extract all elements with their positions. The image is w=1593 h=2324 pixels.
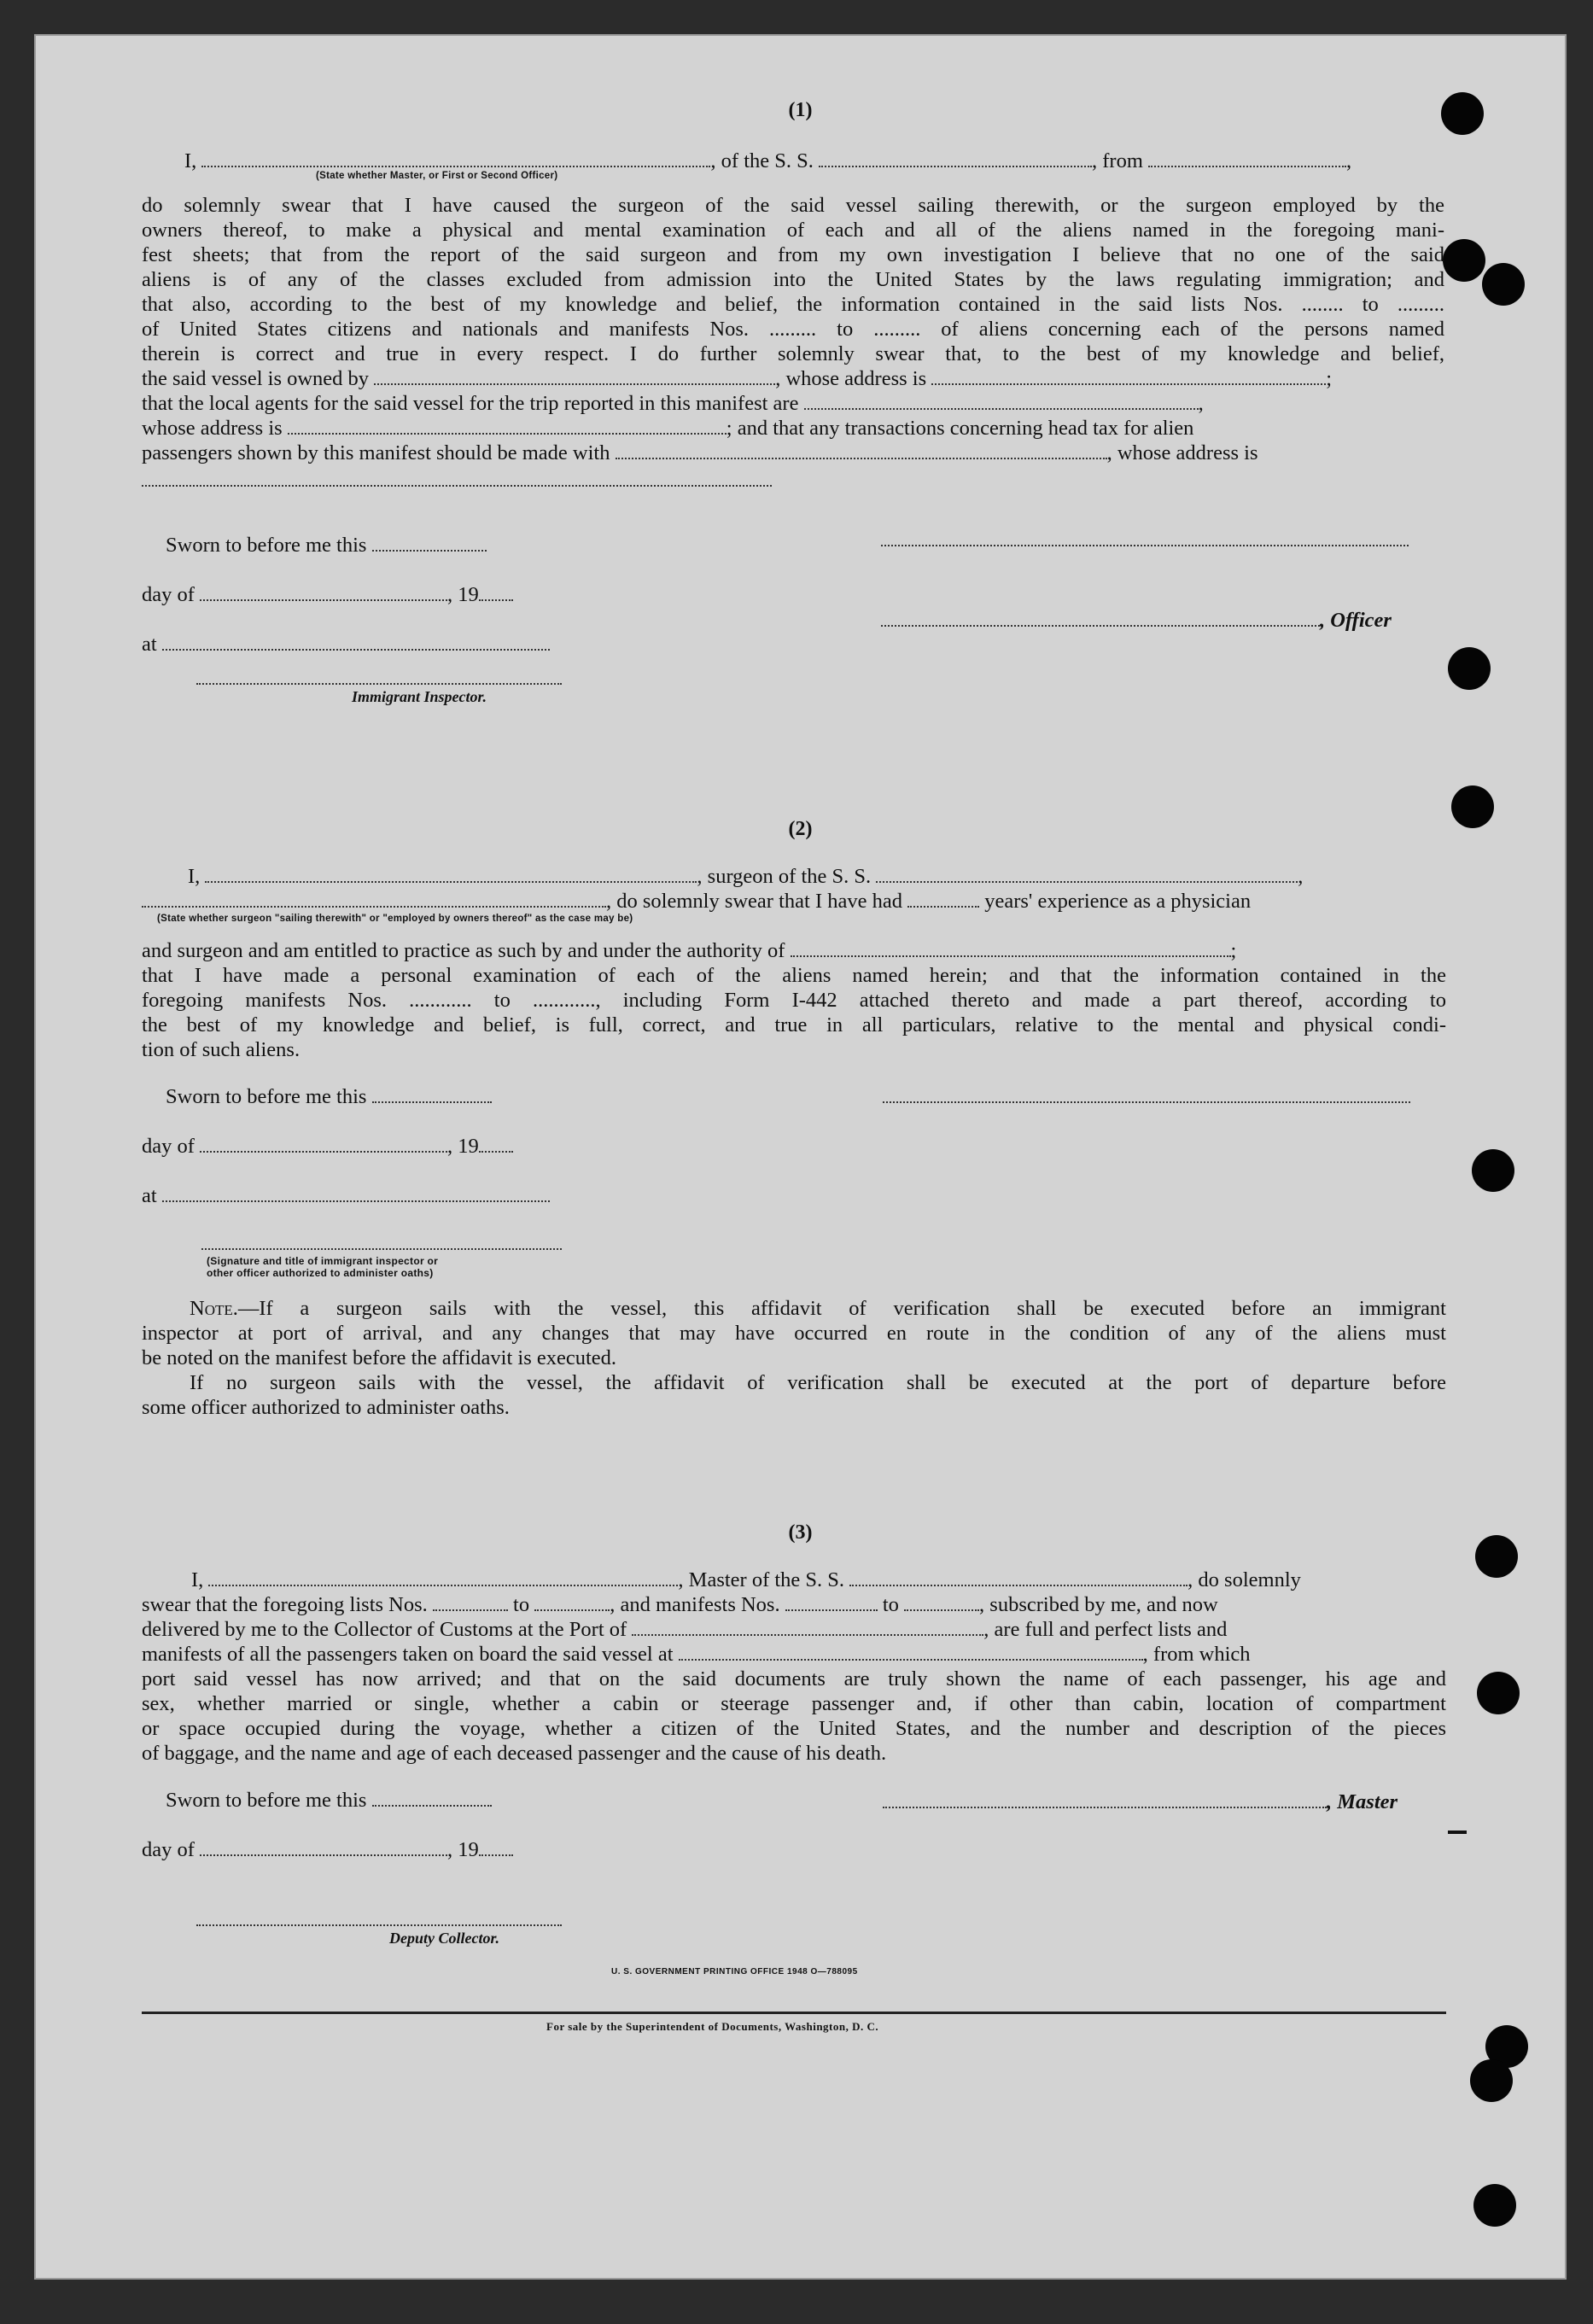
s3-day-line: day of , 19 xyxy=(142,1837,513,1863)
s3-sworn-day-field[interactable] xyxy=(372,1788,492,1807)
s2-body-0: that I have made a personal examination of each of the aliens named herein; and that the information contained in the xyxy=(142,964,1446,987)
section-1-heading: (1) xyxy=(788,99,813,121)
s2-authority-line: and surgeon and am entitled to practice as such by and under the authority of ; xyxy=(142,939,1237,962)
s3-line-2: swear that the foregoing lists Nos. to , and manifests Nos. to , subscribed by me, and now xyxy=(142,1593,1218,1616)
boarding-port-field[interactable] xyxy=(679,1642,1143,1661)
binder-hole xyxy=(1448,647,1491,690)
s3-body-2: or space occupied during the voyage, whether a citizen of the United States, and the number and description of the pieces xyxy=(142,1717,1446,1740)
immigrant-inspector-caption: Immigrant Inspector. xyxy=(352,688,487,705)
s2-sworn-line: Sworn to before me this xyxy=(166,1084,492,1110)
owner-field[interactable] xyxy=(374,366,775,385)
s3-year-field[interactable] xyxy=(479,1837,513,1856)
s2-at-field[interactable] xyxy=(162,1183,550,1202)
head-tax-address-field[interactable] xyxy=(142,485,772,487)
s2-body-last: tion of such aliens. xyxy=(142,1038,301,1061)
agents-line: that the local agents for the said vessel for the trip reported in this manifest are , xyxy=(142,392,1204,415)
owner-line: the said vessel is owned by , whose address is ; xyxy=(142,367,1333,390)
s3-line-4: manifests of all the passengers taken on board the said vessel at , from which xyxy=(142,1643,1251,1666)
vessel-name-field[interactable] xyxy=(819,149,1092,167)
section-1-body-0: do solemnly swear that I have caused the surgeon of the said vessel sailing therewith, or the surgeon employed by the xyxy=(142,194,1444,217)
s2-vessel-field[interactable] xyxy=(876,864,1298,883)
s1-officer-title-field[interactable] xyxy=(881,608,1320,627)
s3-body-1: sex, whether married or single, whether a cabin or steerage passenger and, if other than cabin, location of compartment xyxy=(142,1692,1446,1715)
note2-line-last: some officer authorized to administer oaths. xyxy=(142,1396,510,1419)
section-1-body-5: of United States citizens and nationals and manifests Nos. ......... to ......... of aliens concerning each of the persons named xyxy=(142,318,1444,341)
section-1-body-1: owners thereof, to make a physical and mental examination of each and all of the aliens named in the foregoing mani- xyxy=(142,219,1444,242)
master-hint: (State whether Master, or First or Second Officer) xyxy=(316,171,558,181)
s2-month-field[interactable] xyxy=(200,1134,447,1153)
s3-master-name-field[interactable] xyxy=(208,1568,678,1586)
s3-line-1: I, , Master of the S. S. , do solemnly xyxy=(191,1568,1301,1591)
s1-sworn-line: Sworn to before me this xyxy=(166,533,487,558)
footer-rule xyxy=(142,2012,1446,2014)
note2-line-0: If no surgeon sails with the vessel, the affidavit of verification shall be executed at the port of departure before xyxy=(190,1371,1446,1394)
s1-day-line: day of , 19 xyxy=(142,582,513,608)
gpo-imprint: U. S. GOVERNMENT PRINTING OFFICE 1948 O—788095 xyxy=(611,1967,858,1977)
deputy-signature-field[interactable] xyxy=(196,1924,562,1926)
s1-at-field[interactable] xyxy=(162,632,550,651)
s3-vessel-field[interactable] xyxy=(849,1568,1187,1586)
s2-inspector-signature-field[interactable] xyxy=(201,1248,562,1250)
surgeon-name-field[interactable] xyxy=(205,864,697,883)
margin-mark xyxy=(1448,1831,1467,1834)
section-1-body-4: that also, according to the best of my knowledge and belief, the information contained in the said lists Nos. ........ to ......... xyxy=(142,293,1444,316)
s3-master-signature-field[interactable] xyxy=(883,1790,1327,1808)
manifests-from-field[interactable] xyxy=(785,1592,878,1611)
master-name-field[interactable] xyxy=(201,149,710,167)
section-1-body-6: therein is correct and true in every respect. I do further solemnly swear that, to the best of my knowledge and belief, xyxy=(142,342,1444,365)
surgeon-type-field[interactable] xyxy=(142,889,606,908)
s2-at-line: at xyxy=(142,1183,550,1209)
sale-notice: For sale by the Superintendent of Documents, Washington, D. C. xyxy=(546,2020,879,2033)
s3-body-last: of baggage, and the name and age of each deceased passenger and the cause of his death. xyxy=(142,1742,887,1765)
s3-body-0: port said vessel has now arrived; and that on the said documents are truly shown the name of each passenger, his age and xyxy=(142,1667,1446,1690)
lists-from-field[interactable] xyxy=(433,1592,508,1611)
agents-address-field[interactable] xyxy=(288,416,726,435)
s2-day-line: day of , 19 xyxy=(142,1134,513,1159)
lists-to-field[interactable] xyxy=(534,1592,610,1611)
authority-field[interactable] xyxy=(791,938,1231,957)
port-field[interactable] xyxy=(632,1617,983,1636)
owner-address-field[interactable] xyxy=(931,366,1326,385)
binder-hole xyxy=(1472,1149,1514,1192)
s3-sworn-line: Sworn to before me this xyxy=(166,1788,492,1813)
s2-body-2: the best of my knowledge and belief, is full, correct, and true in all particulars, relative to the mental and physical condi- xyxy=(142,1013,1446,1036)
section-3-heading: (3) xyxy=(788,1521,813,1544)
binder-hole xyxy=(1473,2184,1516,2227)
binder-hole xyxy=(1477,1672,1520,1714)
s3-month-field[interactable] xyxy=(200,1837,447,1856)
s3-master-signature-line: , Master xyxy=(883,1790,1398,1815)
note-line-last: be noted on the manifest before the affidavit is executed. xyxy=(142,1346,617,1369)
section-1-body-3: aliens is of any of the classes excluded from admission into the United States by the laws regulating immigration; and xyxy=(142,268,1444,291)
s3-line-3: delivered by me to the Collector of Customs at the Port of , are full and perfect lists and xyxy=(142,1618,1228,1641)
note-line-1: inspector at port of arrival, and any changes that may have occurred en route in the condition of any of the aliens must xyxy=(142,1322,1446,1345)
s1-sworn-day-field[interactable] xyxy=(372,533,487,552)
s2-year-field[interactable] xyxy=(479,1134,513,1153)
binder-hole xyxy=(1482,263,1525,306)
section-1-body-2: fest sheets; that from the report of the said surgeon and from my own investigation I believe that no one of the said xyxy=(142,243,1444,266)
deputy-collector-caption: Deputy Collector. xyxy=(389,1930,499,1947)
binder-hole xyxy=(1470,2059,1513,2102)
binder-hole xyxy=(1443,239,1485,282)
note-line-0: Note.—If a surgeon sails with the vessel, this affidavit of verification shall be executed before an immigrant xyxy=(190,1297,1446,1320)
s2-body-1: foregoing manifests Nos. ............ to ............, including Form I-442 attached thereto and made a part thereof, according to xyxy=(142,989,1446,1012)
s1-at-line: at xyxy=(142,632,550,657)
years-experience-field[interactable] xyxy=(907,889,979,908)
local-agents-field[interactable] xyxy=(804,391,1199,410)
s2-surgeon-signature-field[interactable] xyxy=(883,1101,1410,1103)
s1-month-field[interactable] xyxy=(200,582,447,601)
surgeon-hint: (State whether surgeon "sailing therewith" or "employed by owners thereof" as the case may be) xyxy=(157,914,633,924)
s2-sworn-day-field[interactable] xyxy=(372,1084,492,1103)
from-port-field[interactable] xyxy=(1148,149,1346,167)
s1-officer-line: , Officer xyxy=(881,608,1392,634)
form-page xyxy=(34,34,1567,2280)
head-tax-contact-field[interactable] xyxy=(616,441,1107,459)
section-1-line-1: I, , of the S. S. , from , xyxy=(184,149,1352,172)
sig-caption-1: (Signature and title of immigrant inspector or xyxy=(207,1255,439,1267)
agents-address-line: whose address is ; and that any transactions concerning head tax for alien xyxy=(142,417,1194,440)
s2-line-2: , do solemnly swear that I have had years' experience as a physician xyxy=(142,889,1251,914)
s1-officer-signature-field[interactable] xyxy=(881,545,1409,546)
s1-inspector-signature-field[interactable] xyxy=(196,683,562,685)
sig-caption-2: other officer authorized to administer oaths) xyxy=(207,1267,434,1279)
passengers-line: passengers shown by this manifest should be made with , whose address is xyxy=(142,441,1258,464)
s2-line-1: I, , surgeon of the S. S. , xyxy=(188,865,1304,888)
s1-year-field[interactable] xyxy=(479,582,513,601)
manifests-to-field[interactable] xyxy=(904,1592,979,1611)
section-2-heading: (2) xyxy=(788,818,813,840)
